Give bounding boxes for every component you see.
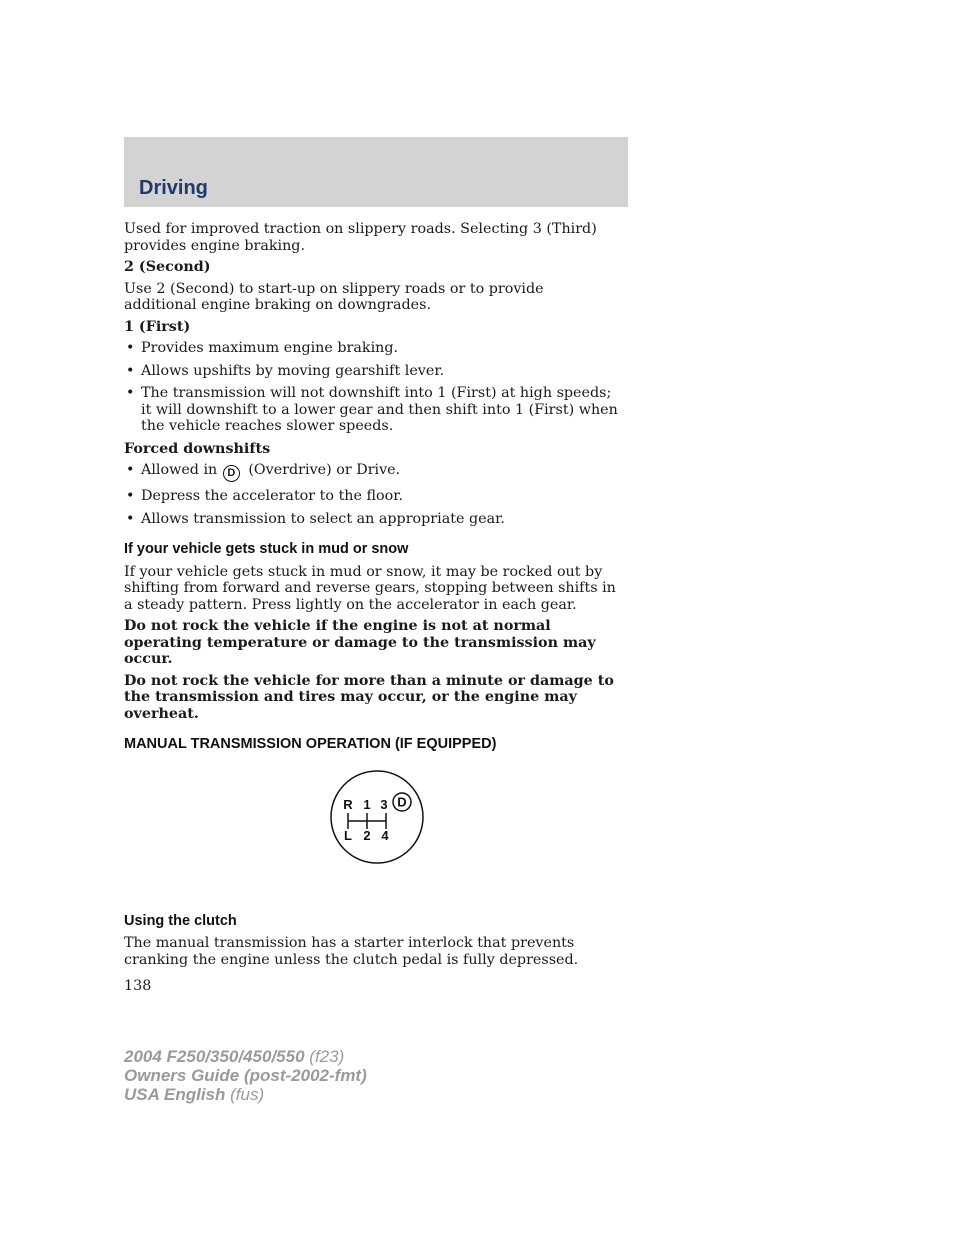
footer-model: 2004 F250/350/450/550	[124, 1047, 305, 1066]
footer-language-code: (fus)	[230, 1085, 265, 1104]
forced-downshifts-list	[124, 462, 620, 527]
document-footer	[124, 1047, 367, 1104]
warning-text: Do not rock the vehicle if the engine is not at normal operating temperature or damage to the transmission may occur.	[124, 618, 596, 667]
traction-paragraph: Used for improved traction on slippery roads. Selecting 3 (Third) provides engine braking.	[124, 221, 597, 254]
list-item	[124, 462, 620, 482]
gear-label-l: L	[344, 827, 352, 843]
second-gear-heading: 2 (Second)	[124, 259, 211, 275]
gear-label-overdrive: D	[397, 794, 407, 809]
list-item-text: (Overdrive) or Drive.	[248, 462, 401, 478]
manual-transmission-heading: MANUAL TRANSMISSION OPERATION (IF EQUIPPED)	[124, 736, 497, 752]
shift-knob-outline	[331, 771, 423, 863]
shift-pattern-graphic	[329, 769, 425, 865]
footer-line: Owners Guide (post-2002-fmt)	[124, 1066, 367, 1085]
list-item: • Provides maximum engine braking.	[124, 340, 620, 357]
clutch-paragraph: The manual transmission has a starter interlock that prevents cranking the engine unless the clutch pedal is fully depressed.	[124, 935, 579, 968]
gear-label-3: 3	[380, 796, 388, 812]
gear-label-2: 2	[363, 827, 371, 843]
footer-model-code: (f23)	[309, 1047, 345, 1066]
first-gear-list	[124, 340, 620, 435]
forced-downshifts-heading: Forced downshifts	[124, 440, 271, 457]
list-item: • The transmission will not downshift into 1 (First) at high speeds; it will downshift to a lower gear and then shift into 1 (First) when the vehicle reaches slower speeds.	[124, 385, 620, 435]
footer-language: USA English	[124, 1085, 226, 1104]
gear-label-4: 4	[381, 827, 389, 843]
stuck-paragraph: If your vehicle gets stuck in mud or snow, it may be rocked out by shifting from forward and reverse gears, stopping between shifts in a steady pattern. Press lightly on the accelerator in each gear.	[124, 563, 616, 613]
clutch-heading: Using the clutch	[124, 912, 237, 929]
list-item-text: Allowed in	[141, 462, 218, 478]
section-title: Driving	[139, 177, 208, 199]
list-item: • Depress the accelerator to the floor.	[124, 488, 620, 505]
footer-line	[124, 1085, 367, 1104]
footer-line	[124, 1047, 367, 1066]
warning-text: Do not rock the vehicle for more than a minute or damage to the transmission and tires may occur, or the engine may overheat.	[124, 672, 614, 722]
stuck-heading: If your vehicle gets stuck in mud or snow	[124, 541, 409, 557]
page-content	[124, 221, 620, 1000]
gear-label-1: 1	[363, 796, 371, 812]
overdrive-icon: D	[223, 465, 240, 482]
first-gear-heading: 1 (First)	[124, 318, 191, 335]
list-item: • Allows upshifts by moving gearshift lever.	[124, 363, 620, 380]
second-gear-paragraph: Use 2 (Second) to start-up on slippery roads or to provide additional engine braking on downgrades.	[124, 280, 544, 313]
page-number: 138	[124, 978, 152, 994]
section-header-band	[124, 137, 628, 207]
gear-label-r: R	[343, 796, 353, 812]
list-item: • Allows transmission to select an appropriate gear.	[124, 511, 620, 528]
shift-pattern-diagram	[124, 759, 620, 899]
